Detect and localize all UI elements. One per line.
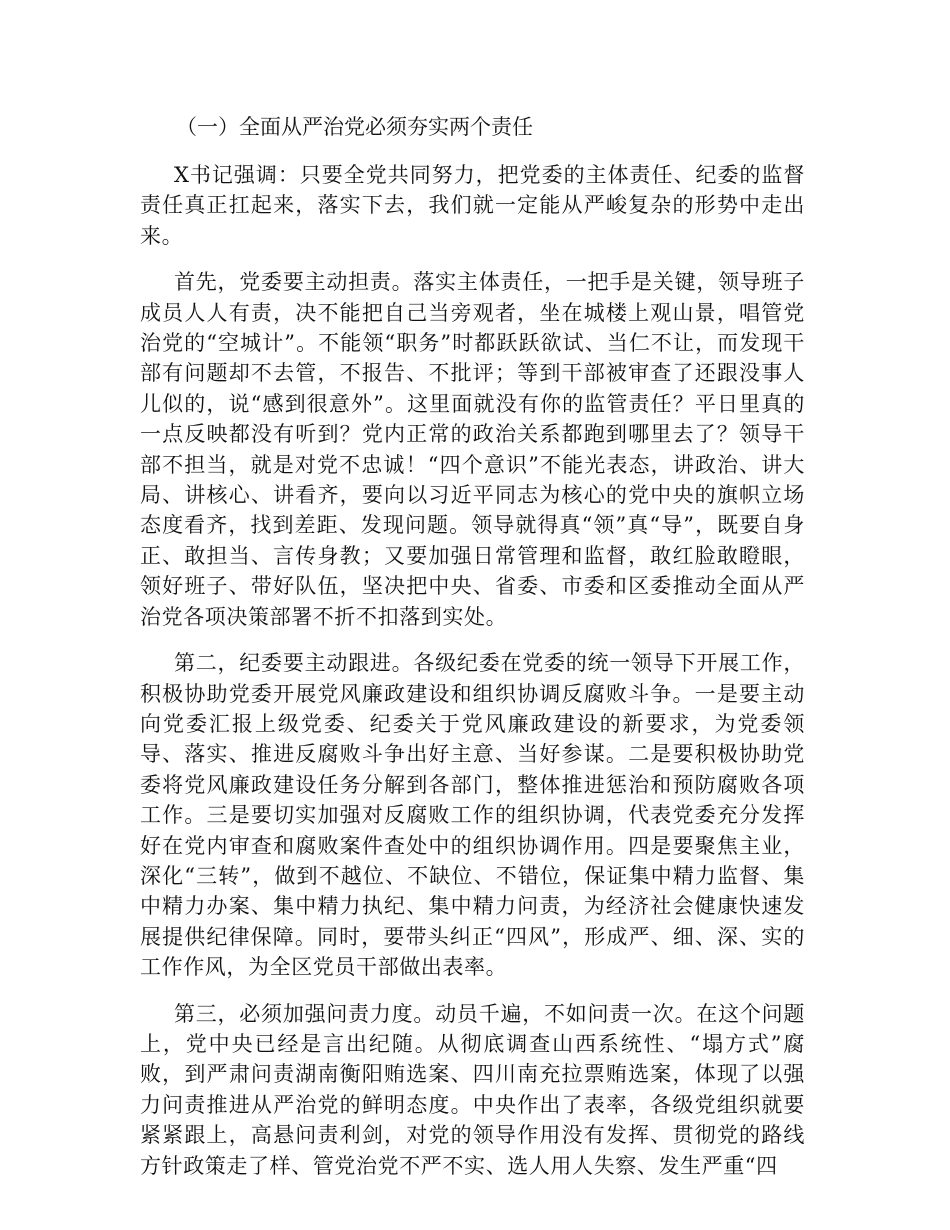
section-heading: （一）全面从严治党必须夯实两个责任 [176, 115, 533, 139]
paragraph-4: 第三，必须加强问责力度。动员千遍，不如问责一次。在这个问题上，党中央已经是言出纪随。从彻底调查山西系统性、“塌方式”腐败，到严肃问责湖南衡阳贿选案、四川南充拉票贿选案，体现了以强力问责推进从严治党的鲜明态度。中央作出了表率，各级党组织就要紧紧跟上，高悬问责利剑，对党的领导作用没有发挥、贯彻党的路线方针政策走了样、管党治党不严不实、选人用人失察、发生严重“四 [140, 1001, 805, 1178]
paragraph-2: 首先，党委要主动担责。落实主体责任，一把手是关键，领导班子成员人人有责，决不能把自己当旁观者，坐在城楼上观山景，唱管党治党的“空城计”。不能领“职务”时都跃跃欲试、当仁不让，而发现干部有问题却不去管，不报告、不批评；等到干部被审查了还跟没事人儿似的，说“感到很意外”。这里面就没有你的监管责任？平日里真的一点反映都没有听到？党内正常的政治关系都跑到哪里去了？领导干部不担当，就是对党不忠诚！“四个意识”不能光表态，讲政治、讲大局、讲核心、讲看齐，要向以习近平同志为核心的党中央的旗帜立场态度看齐，找到差距、发现问题。领导就得真“领”真“导”，既要自身正、敢担当、言传身教；又要加强日常管理和监督，敢红脸敢瞪眼，领好班子、带好队伍，坚决把中央、省委、市委和区委推动全面从严治党各项决策部署不折不扣落到实处。 [140, 270, 805, 629]
paragraph-1: X书记强调：只要全党共同努力，把党委的主体责任、纪委的监督责任真正扛起来，落实下去，我们就一定能从严峻复杂的形势中走出来。 [140, 163, 805, 248]
document-page [140, 112, 805, 1197]
paragraph-3: 第二，纪委要主动跟进。各级纪委在党委的统一领导下开展工作，积极协助党委开展党风廉政建设和组织协调反腐败斗争。一是要主动向党委汇报上级党委、纪委关于党风廉政建设的新要求，为党委领导、落实、推进反腐败斗争出好主意、当好参谋。二是要积极协助党委将党风廉政建设任务分解到各部门，整体推进惩治和预防腐败各项工作。三是要切实加强对反腐败工作的组织协调，代表党委充分发挥好在党内审查和腐败案件查处中的组织协调作用。四是要聚焦主业，深化“三转”，做到不越位、不缺位、不错位，保证集中精力监督、集中精力办案、集中精力执纪、集中精力问责，为经济社会健康快速发展提供纪律保障。同时，要带头纠正“四风”，形成严、细、深、实的工作作风，为全区党员干部做出表率。 [140, 651, 805, 980]
